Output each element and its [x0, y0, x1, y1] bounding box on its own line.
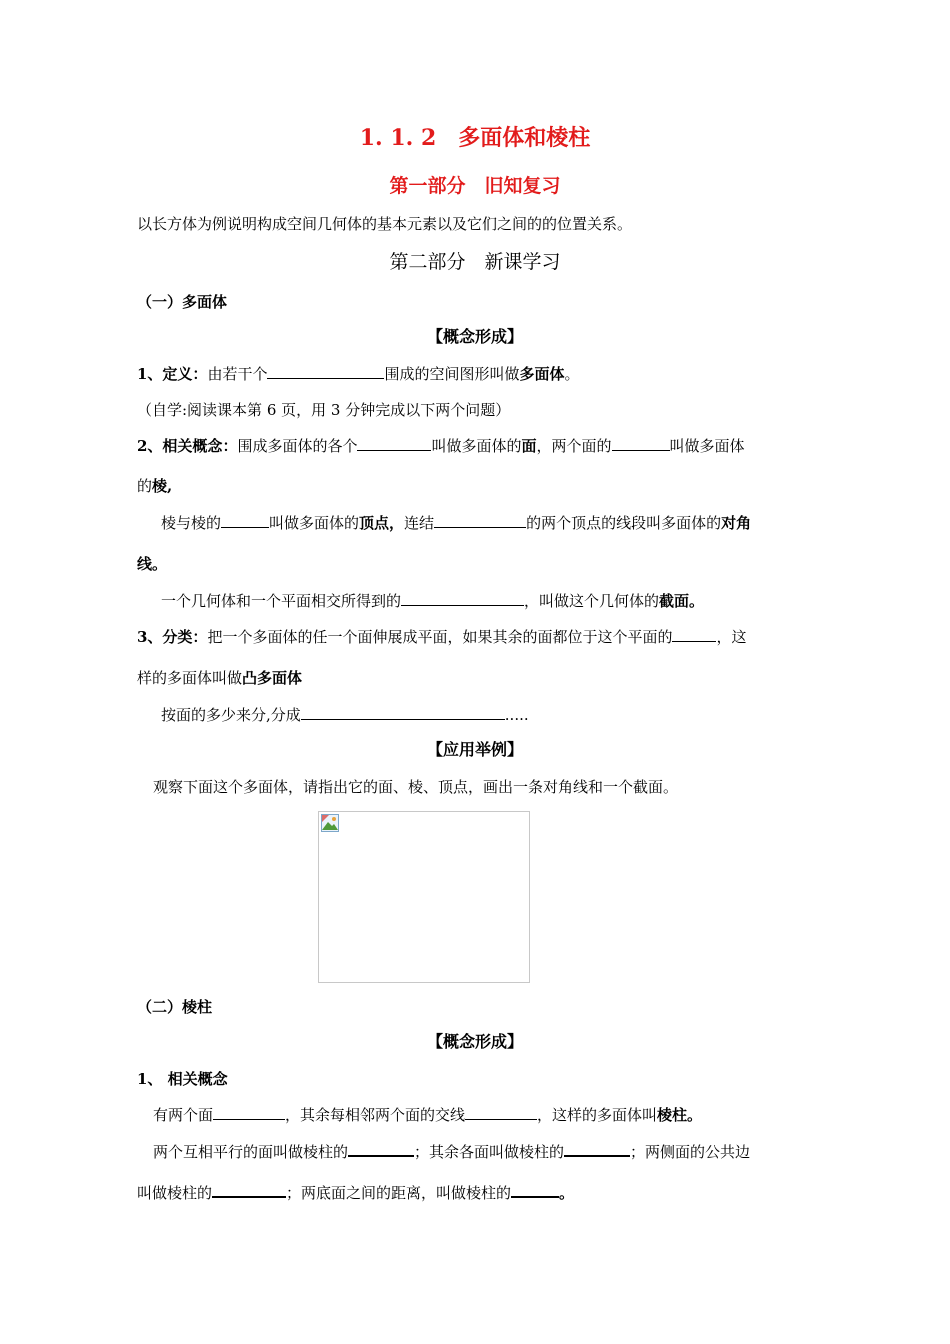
rel-text-i: 的两个顶点的线段叫多面体的 [526, 514, 722, 532]
definition-line [137, 364, 580, 384]
polyhedron-image [318, 811, 530, 983]
cls-text-b: ，这 [716, 628, 747, 646]
blank-prism-2 [465, 1105, 537, 1120]
prism-text-a: 有两个面 [153, 1106, 214, 1124]
rel-text-d: 叫做多面体 [669, 437, 745, 455]
example-text: 观察下面这个多面体，请指出它的面、棱、顶点，画出一条对角线和一个截面。 [153, 778, 679, 796]
rel-text-k: ，叫做这个几何体的 [524, 592, 660, 610]
rel-text-a: 围成多面体的各个 [237, 437, 358, 455]
cls-text-d: 按面的多少来分,分成 [161, 706, 301, 724]
def-text-2: 围成的空间图形叫做 [384, 365, 520, 383]
term-prism: 棱柱。 [657, 1106, 703, 1124]
term-face: 面 [521, 437, 537, 455]
cls-text-c: 样的多面体叫做 [137, 669, 243, 687]
blank-side [672, 627, 716, 642]
part1-heading: 第一部分 旧知复习 [389, 175, 561, 197]
blank-lateral-edge [212, 1182, 286, 1198]
prism-text-g: 叫做棱柱的 [137, 1184, 213, 1202]
blank-diagonal [434, 513, 526, 528]
concept-heading-1: 【概念形成】 [426, 327, 523, 346]
prism-end: 。 [559, 1184, 575, 1202]
part2-heading: 第二部分 新课学习 [389, 251, 561, 273]
rel-label: 2、相关概念： [137, 437, 238, 455]
blank-face [357, 436, 431, 451]
example-heading: 【应用举例】 [426, 740, 523, 759]
def-text: 由若干个 [207, 365, 268, 383]
blank-section [401, 591, 524, 606]
blank-edge [612, 436, 670, 451]
related-concepts-line3 [161, 513, 751, 533]
prism-text-e: ；其余各面叫做棱柱的 [414, 1143, 565, 1161]
prism-parts-line2 [137, 1182, 574, 1203]
broken-image-icon [321, 814, 339, 836]
blank-vertex [221, 513, 269, 528]
rel-text-g: 叫做多面体的 [269, 514, 360, 532]
blank-categories [301, 705, 505, 720]
term-vertex: 顶点， [359, 514, 405, 532]
prism-text-h: ；两底面之间的距离，叫做棱柱的 [286, 1184, 512, 1202]
term-convex: 凸多面体 [242, 669, 303, 687]
blank-def [267, 364, 384, 379]
rel-text-h: 连结 [404, 514, 435, 532]
rel-text-e: 的 [137, 477, 153, 495]
prism-text-c: ，这样的多面体叫 [537, 1106, 658, 1124]
term-diagonal: 对角 [721, 514, 752, 532]
term-section: 截面。 [659, 592, 705, 610]
related-concepts-line4: 线。 [137, 555, 168, 573]
related-concepts-line1 [137, 436, 745, 456]
term-edge: 棱, [152, 477, 173, 495]
part1-text: 以长方体为例说明构成空间几何体的基本元素以及它们之间的的位置关系。 [137, 215, 633, 233]
selfstudy-note: （自学:阅读课本第 6 页，用 3 分钟完成以下两个问题） [137, 401, 511, 419]
section2-heading: （二）棱柱 [137, 998, 213, 1016]
blank-lateral-face [564, 1141, 630, 1157]
cls-ellipsis: ..... [504, 706, 529, 724]
rel-text-j: 一个几何体和一个平面相交所得到的 [161, 592, 402, 610]
prism-related-heading: 1、 相关概念 [137, 1070, 228, 1088]
classification-line2 [137, 668, 302, 688]
section1-heading: （一）多面体 [137, 293, 228, 311]
def-term: 多面体 [519, 365, 565, 383]
def-end: 。 [564, 365, 580, 383]
classification-line3 [161, 705, 529, 725]
page-title: 1. 1. 2 多面体和棱柱 [359, 125, 591, 151]
prism-text-d: 两个互相平行的面叫做棱柱的 [153, 1143, 349, 1161]
related-concepts-line5 [161, 591, 704, 611]
prism-text-b: ，其余每相邻两个面的交线 [285, 1106, 466, 1124]
cls-label: 3、分类： [137, 628, 208, 646]
blank-prism-1 [213, 1105, 285, 1120]
related-concepts-line2 [137, 476, 172, 496]
prism-def-line [153, 1105, 702, 1125]
rel-text-f: 棱与棱的 [161, 514, 222, 532]
cls-text-a: 把一个多面体的任一个面伸展成平面，如果其余的面都位于这个平面的 [207, 628, 673, 646]
rel-text-b: 叫做多面体的 [431, 437, 522, 455]
prism-text-f: ；两侧面的公共边 [630, 1143, 751, 1161]
blank-height [511, 1182, 559, 1198]
rel-text-c: ，两个面的 [536, 437, 612, 455]
def-label: 1、定义： [137, 365, 208, 383]
classification-line1 [137, 627, 746, 647]
prism-parts-line1 [153, 1141, 750, 1162]
concept-heading-2: 【概念形成】 [426, 1032, 523, 1051]
blank-base [348, 1141, 414, 1157]
